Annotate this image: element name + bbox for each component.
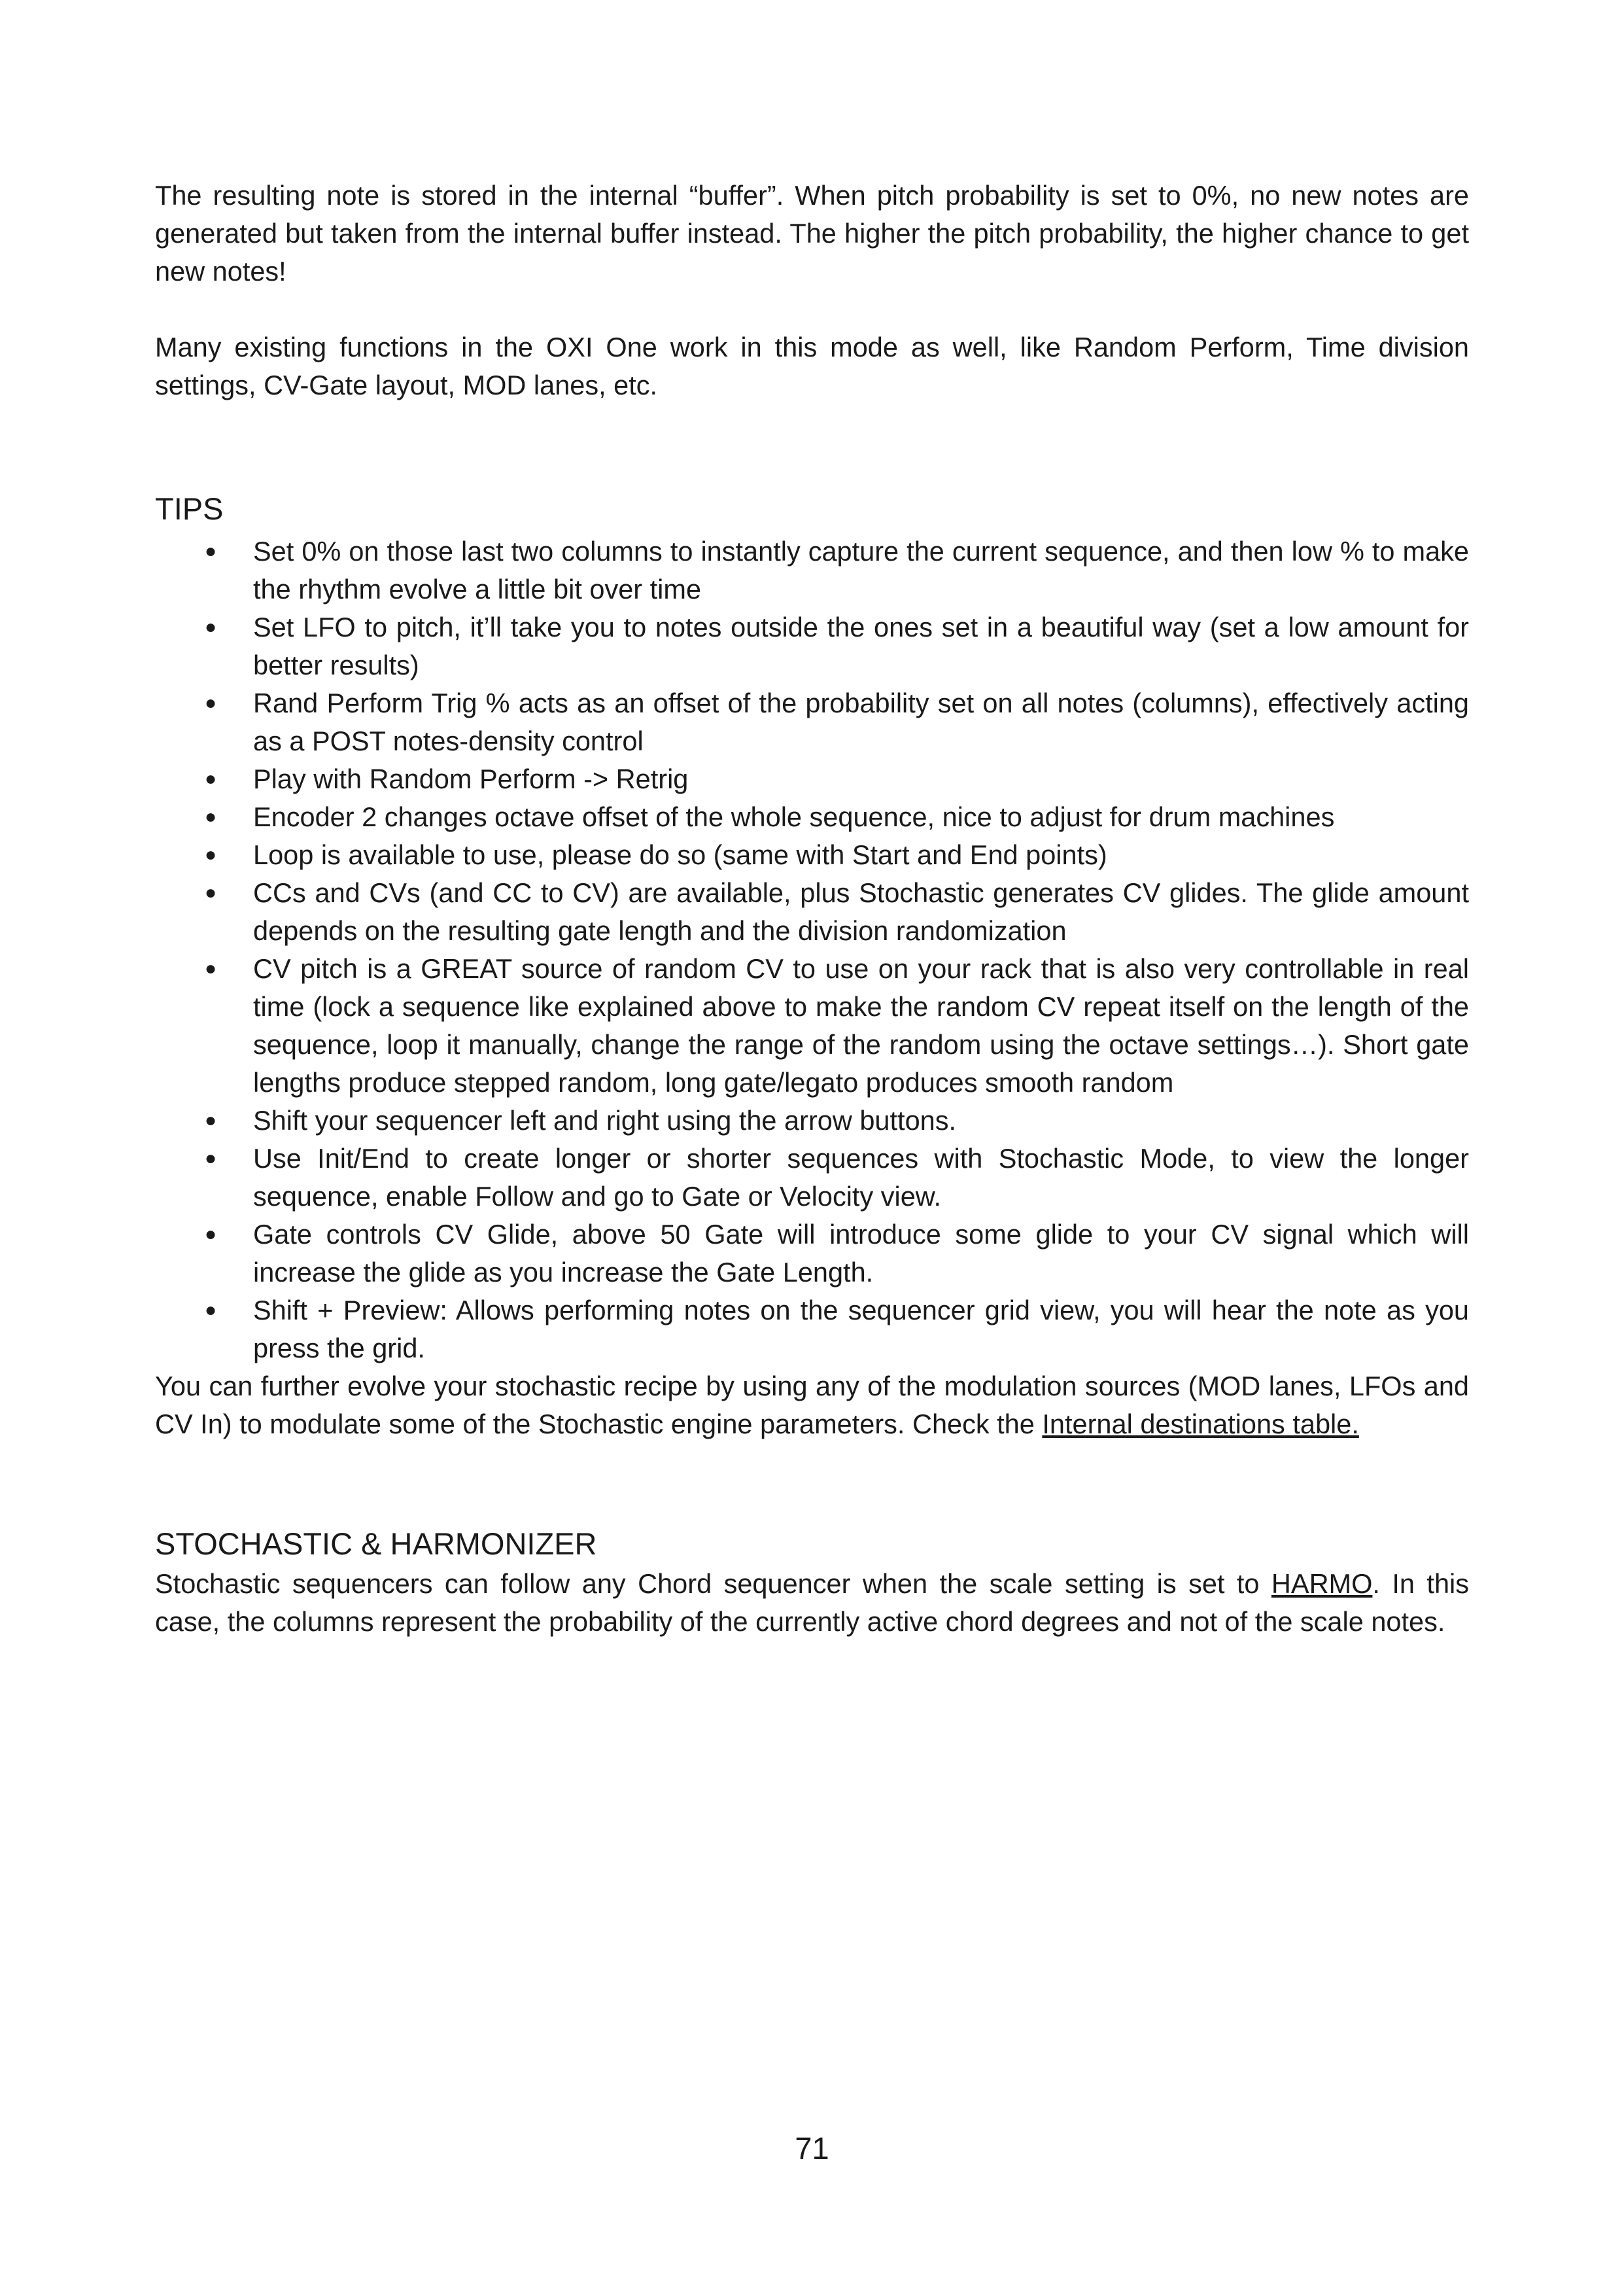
bullet-icon: ●	[205, 806, 217, 828]
list-item	[155, 1291, 1469, 1367]
bullet-icon: ●	[205, 616, 217, 638]
list-item-text: Use Init/End to create longer or shorter sequences with Stochastic Mode, to view the longer sequence, enable Follow and go to Gate or Velocity view.	[253, 1143, 1469, 1212]
bullet-icon: ●	[205, 1110, 217, 1131]
list-item-text: Set LFO to pitch, it’ll take you to notes outside the ones set in a beautiful way (set a low amount for better results)	[253, 612, 1469, 680]
internal-destinations-link[interactable]: Internal destinations table.	[1042, 1409, 1359, 1439]
list-item-text: Shift your sequencer left and right using the arrow buttons.	[253, 1105, 957, 1136]
bullet-icon: ●	[205, 1223, 217, 1245]
list-item	[155, 533, 1469, 608]
list-item-text: CV pitch is a GREAT source of random CV to use on your rack that is also very controllable in real time (lock a sequence like explained above to make the random CV repeat itself on the length of the sequence, loop it manually, change the range of the random using the octave settings…). Short gate lengths produce stepped random, long gate/legato produces smooth random	[253, 953, 1469, 1098]
list-item-text: Shift + Preview: Allows performing notes on the sequencer grid view, you will hear the note as you press the grid.	[253, 1295, 1469, 1363]
list-item-text: CCs and CVs (and CC to CV) are available, plus Stochastic generates CV glides. The glide amount depends on the resulting gate length and the division randomization	[253, 877, 1469, 946]
list-item	[155, 874, 1469, 950]
intro-paragraph-buffer: The resulting note is stored in the internal “buffer”. When pitch probability is set to 0%, no new notes are generated but taken from the internal buffer instead. The higher the pitch probability, the higher chance to get new notes!	[155, 180, 1469, 287]
list-item	[155, 684, 1469, 760]
harmo-link[interactable]: HARMO	[1271, 1568, 1373, 1599]
harmonizer-paragraph	[155, 1565, 1469, 1641]
bullet-icon: ●	[205, 1148, 217, 1169]
bullet-icon: ●	[205, 768, 217, 790]
document-page	[155, 177, 1469, 1641]
list-item	[155, 1102, 1469, 1140]
stochastic-harmonizer-heading: STOCHASTIC & HARMONIZER	[155, 1526, 597, 1561]
list-item-text: Set 0% on those last two columns to instantly capture the current sequence, and then low % to make the rhythm evolve a little bit over time	[253, 536, 1469, 604]
bullet-icon: ●	[205, 882, 217, 903]
list-item-text: Encoder 2 changes octave offset of the whole sequence, nice to adjust for drum machines	[253, 801, 1335, 832]
list-item	[155, 1216, 1469, 1291]
list-item-text: Rand Perform Trig % acts as an offset of the probability set on all notes (columns), effectively acting as a POST notes-density control	[253, 688, 1469, 756]
tips-heading: TIPS	[155, 491, 224, 526]
bullet-icon: ●	[205, 844, 217, 866]
list-item	[155, 836, 1469, 874]
bullet-icon: ●	[205, 1299, 217, 1321]
bullet-icon: ●	[205, 958, 217, 979]
list-item	[155, 608, 1469, 684]
tips-list	[155, 533, 1469, 1367]
page-number: 71	[795, 2131, 829, 2165]
modulation-paragraph-text: You can further evolve your stochastic recipe by using any of the modulation sources (MOD lanes, LFOs and CV In) to modulate some of the Stochastic engine parameters. Check the	[155, 1371, 1469, 1439]
list-item	[155, 760, 1469, 798]
list-item	[155, 950, 1469, 1102]
bullet-icon: ●	[205, 692, 217, 714]
list-item-text: Gate controls CV Glide, above 50 Gate will introduce some glide to your CV signal which will increase the glide as you increase the Gate Length.	[253, 1219, 1469, 1288]
list-item-text: Play with Random Perform -> Retrig	[253, 763, 689, 794]
bullet-icon: ●	[205, 540, 217, 562]
list-item	[155, 1140, 1469, 1216]
modulation-paragraph	[155, 1367, 1469, 1443]
harmonizer-text-after: . In this case, the columns represent the probability of the currently active chord degrees and not of the scale notes.	[155, 1568, 1470, 1637]
intro-paragraph-functions: Many existing functions in the OXI One work in this mode as well, like Random Perform, Time division settings, CV-Gate layout, MOD lanes, etc.	[155, 332, 1469, 400]
list-item	[155, 798, 1469, 836]
list-item-text: Loop is available to use, please do so (same with Start and End points)	[253, 839, 1107, 870]
harmonizer-text-before: Stochastic sequencers can follow any Chord sequencer when the scale setting is set to	[155, 1568, 1271, 1599]
